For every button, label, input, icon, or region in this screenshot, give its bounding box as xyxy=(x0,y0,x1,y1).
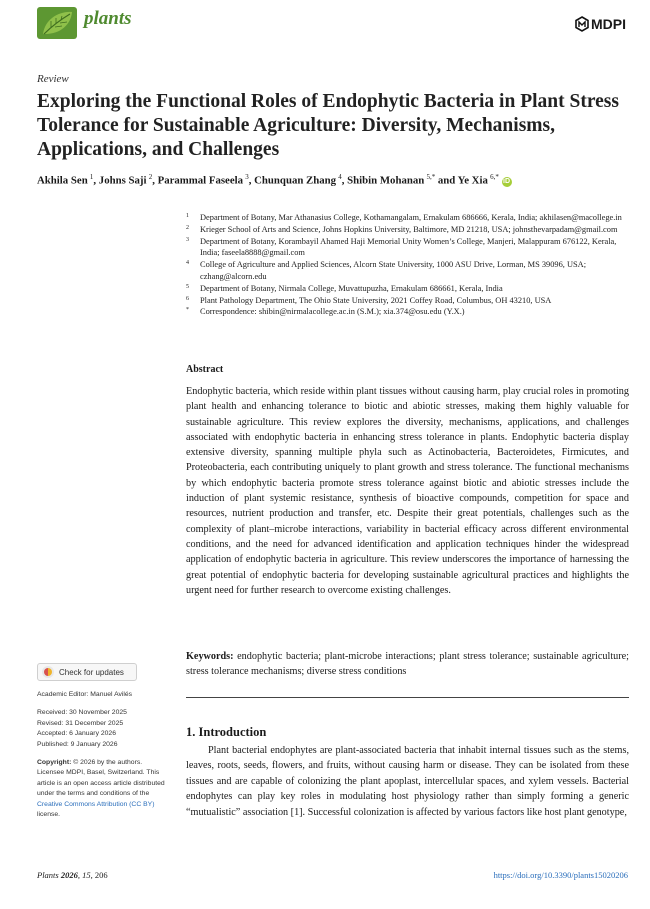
orcid-icon[interactable]: iD xyxy=(503,177,511,185)
article-title: Exploring the Functional Roles of Endophytic Bacteria in Plant Stress Tolerance for Sustainable Agriculture: Diversity, Mechanisms, Applications, and Challenges xyxy=(37,91,619,160)
check-for-updates-button[interactable] xyxy=(37,663,137,681)
check-updates-label: Check for updates xyxy=(59,667,124,677)
affiliation-item xyxy=(186,259,626,283)
author-affiliation-mark: 3 xyxy=(245,173,249,181)
affiliations xyxy=(186,212,626,318)
affiliation-number: 1 xyxy=(186,213,189,219)
introduction-heading: 1. Introduction xyxy=(186,725,267,739)
author[interactable]: Shibin Mohanan xyxy=(347,174,425,187)
copyright-text: © 2026 by the authors. Licensee MDPI, Basel, Switzerland. This article is an open access article distributed under the terms and conditions of the xyxy=(37,759,165,798)
article-type: Review xyxy=(37,73,69,85)
author[interactable]: Ye Xia xyxy=(457,174,488,187)
doi-link[interactable]: https://doi.org/10.3390/plants15020206 xyxy=(493,870,628,880)
correspondence-text[interactable]: Correspondence: shibin@nirmalacollege.ac.in (S.M.); xia.374@osu.edu (Y.X.) xyxy=(200,307,465,317)
author-affiliation-mark: 1 xyxy=(89,173,94,181)
keywords-label: Keywords: xyxy=(186,651,234,662)
copyright-label: Copyright: xyxy=(37,759,72,767)
publisher-name: MDPI xyxy=(591,16,626,32)
article-info-sidebar xyxy=(37,690,167,820)
correspondence-item xyxy=(186,306,626,318)
license-link[interactable]: Creative Commons Attribution (CC BY) xyxy=(37,800,155,808)
journal-name: plants xyxy=(84,8,132,29)
affiliation-text: College of Agriculture and Applied Sciences, Alcorn State University, 1000 ASU Drive, Lorman, MS 39096, USA; czhang@alcorn.edu xyxy=(200,260,587,281)
footer-journal: Plants xyxy=(37,870,59,880)
author[interactable]: Akhila Sen xyxy=(37,174,88,187)
affiliation-text: Department of Botany, Nirmala College, Muvattupuzha, Ernakulam 686661, Kerala, India xyxy=(200,283,503,293)
revised-date: Revised: 31 December 2025 xyxy=(37,719,124,727)
abstract-text: Endophytic bacteria, which reside within plant tissues without causing harm, play crucial roles in promoting plant health and enhancing tolerance to biotic and abiotic stresses, making them highly valuable for sustainable agriculture. This review explores the diversity, mechanisms, applications, and challenges associated with endophytic bacteria in enhancing stress tolerance in plants. Endophytic bacteria display extensive diversity, spanning multiple phyla such as Actinobacteria, Bacteroidetes, Firmicutes, and Proteobacteria, each contributing uniquely to plant growth and stress tolerance. The functional mechanisms by which endophytic bacteria promote stress tolerance against biotic and abiotic stresses include the induction of plant systemic resistance, synthesis of bioactive compounds, competition for space and resources, nutrient production and transfer, etc. Despite their great potentials, challenges such as the complexity of plant–microbe interactions, variability in bacterial efficacy across different environmental conditions, and the need for advanced identification and application techniques hinder the widespread application of endophytic bacteria in agriculture. This review underscores the importance of harnessing the great potential of endophytic bacteria for developing sustainable agricultural practices and highlights the urgent need for further research to overcome existing challenges. xyxy=(186,386,629,596)
license-suffix: license. xyxy=(37,811,61,819)
affiliation-item xyxy=(186,212,626,224)
keywords xyxy=(186,649,629,680)
author[interactable]: Johns Saji xyxy=(98,174,147,187)
abstract-heading: Abstract xyxy=(186,364,224,375)
affiliation-text: Plant Pathology Department, The Ohio State University, 2021 Coffey Road, Columbus, OH 43210, USA xyxy=(200,295,552,305)
footer-page: 206 xyxy=(94,870,108,880)
citation-footer: Plants 2026, 15, 206 xyxy=(37,870,108,880)
affiliation-item xyxy=(186,224,626,236)
affiliation-text: Department of Botany, Korambayil Ahamed Haji Memorial Unity Women’s College, Manjeri, Malappuram 676122, Kerala, India; faseela8888@gmail.com xyxy=(200,236,617,258)
mdpi-hexagon-icon xyxy=(575,16,589,32)
author-list: Akhila Sen $^1$, Johns Saji $^2$, Parammal Faseela $^3$, Chunquan Zhang $^4$, Shibin Mohanan $^{5,*}$ and Ye Xia $^{6,*}$ iD xyxy=(37,173,511,187)
accepted-date: Accepted: 6 January 2026 xyxy=(37,730,116,738)
received-date: Received: 30 November 2025 xyxy=(37,709,127,717)
affiliation-item xyxy=(186,236,626,260)
affiliation-item xyxy=(186,283,626,295)
affiliation-number: 6 xyxy=(186,295,189,302)
author[interactable]: Chunquan Zhang xyxy=(254,174,337,187)
affiliation-text: Krieger School of Arts and Science, Johns Hopkins University, Baltimore, MD 21218, USA; johnsthevarpadam@gmail.com xyxy=(200,224,618,234)
author-affiliation-mark: 6,* xyxy=(490,173,499,181)
affiliation-number: 3 xyxy=(186,236,189,243)
section-divider xyxy=(186,697,629,698)
introduction-text: Plant bacterial endophytes are plant-associated bacteria that inhabit internal tissues such as the stems, leaves, roots, seeds, flowers, and fruits, without causing harm or disease. They can be isolated from these tissues and are capable of colonizing the plant apoplast, intercellular spaces, and xylem vessels. Bacterial endophytes can play key roles in modulating host physiology rather than simply forming a generic “mutualistic” association [1]. Successful colonization is affected by various factors like host plant genotype, xyxy=(186,745,629,818)
affiliation-number: 5 xyxy=(186,283,189,290)
author[interactable]: Parammal Faseela xyxy=(157,174,244,187)
plants-logo-icon xyxy=(37,7,77,39)
affiliation-number: 2 xyxy=(186,224,189,231)
author-affiliation-mark: 4 xyxy=(338,173,342,181)
footer-year: 2026 xyxy=(60,870,78,880)
author-affiliation-mark: 2 xyxy=(148,173,153,181)
affiliation-item xyxy=(186,295,626,307)
affiliation-text: Department of Botany, Mar Athanasius College, Kothamangalam, Ernakulam 686666, Kerala, India; akhilasen@macollege.in xyxy=(200,213,622,222)
copyright-notice xyxy=(37,758,167,820)
footer-volume: 15 xyxy=(82,870,91,880)
academic-editor: Academic Editor: Manuel Avilés xyxy=(37,691,133,698)
affiliation-number: * xyxy=(186,307,189,314)
keywords-text: endophytic bacteria; plant-microbe interactions; plant stress tolerance; sustainable agriculture; stress tolerance mechanisms; diverse stress conditions xyxy=(186,651,630,678)
author-affiliation-mark: 5,* xyxy=(426,173,436,181)
affiliation-number: 4 xyxy=(186,260,189,267)
check-updates-icon xyxy=(42,666,54,678)
publisher-logo xyxy=(575,9,626,39)
published-date: Published: 9 January 2026 xyxy=(37,740,118,748)
